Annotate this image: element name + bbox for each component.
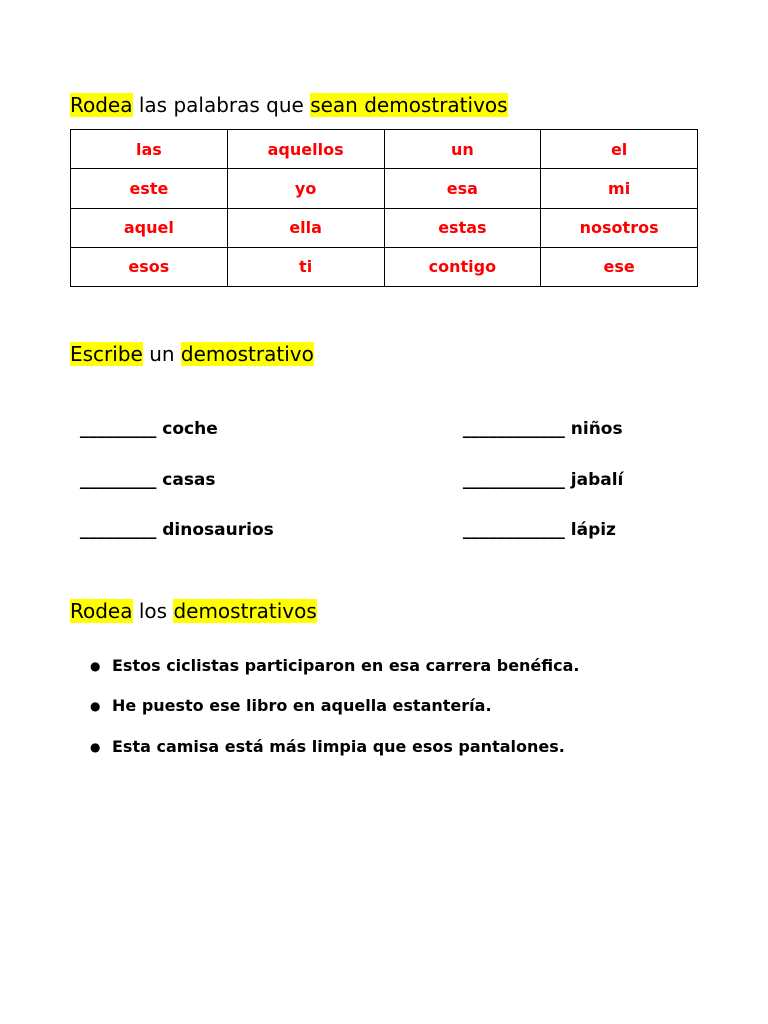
table-cell[interactable]: ella	[227, 208, 384, 247]
table-cell[interactable]: esa	[384, 169, 541, 208]
blank-line[interactable]: ____________	[462, 470, 565, 490]
fill-item	[451, 447, 623, 491]
table-cell[interactable]: las	[71, 130, 228, 169]
heading-text: las palabras que	[132, 93, 311, 117]
table-cell[interactable]: estas	[384, 208, 541, 247]
table-cell[interactable]: aquel	[71, 208, 228, 247]
heading-highlight: demostrativo	[180, 342, 314, 366]
heading-verb-highlight: Rodea	[70, 599, 133, 623]
heading-verb-highlight: Rodea	[70, 93, 133, 117]
heading-highlight: demostrativos	[173, 599, 317, 623]
fill-word: casas	[162, 470, 216, 490]
table-row	[71, 130, 698, 169]
table-cell[interactable]: esos	[71, 247, 228, 286]
table-cell[interactable]: mi	[541, 169, 698, 208]
table-row	[71, 247, 698, 286]
list-item	[90, 695, 492, 717]
table-cell[interactable]: ese	[541, 247, 698, 286]
fill-item	[68, 447, 216, 491]
fill-word: lápiz	[570, 520, 616, 540]
bullet-icon: ●	[90, 740, 101, 754]
table-cell[interactable]: aquellos	[227, 130, 384, 169]
table-cell[interactable]: ti	[227, 247, 384, 286]
table-cell[interactable]: un	[384, 130, 541, 169]
table-cell[interactable]: contigo	[384, 247, 541, 286]
table-cell[interactable]: este	[71, 169, 228, 208]
fill-item	[451, 396, 623, 440]
word-table	[70, 129, 698, 287]
sentence-text[interactable]: He puesto ese libro en aquella estantería.	[112, 696, 492, 715]
table-cell[interactable]: yo	[227, 169, 384, 208]
blank-line[interactable]: _________	[79, 470, 157, 490]
table-row	[71, 208, 698, 247]
fill-item	[68, 396, 218, 440]
fill-word: dinosaurios	[162, 520, 274, 540]
heading-highlight: sean demostrativos	[310, 93, 508, 117]
sentence-text[interactable]: Esta camisa está más limpia que esos pantalones.	[112, 737, 565, 756]
list-item	[90, 655, 580, 677]
section-3-heading	[70, 597, 317, 625]
heading-text: los	[132, 599, 174, 623]
sentence-text[interactable]: Estos ciclistas participaron en esa carrera benéfica.	[112, 656, 580, 675]
section-1-heading	[70, 91, 508, 119]
blank-line[interactable]: _________	[79, 419, 157, 439]
list-item	[90, 736, 565, 758]
table-cell[interactable]: el	[541, 130, 698, 169]
table-cell[interactable]: nosotros	[541, 208, 698, 247]
blank-line[interactable]: _________	[79, 520, 157, 540]
table-row	[71, 169, 698, 208]
section-2-heading	[70, 340, 314, 368]
fill-word: jabalí	[570, 470, 624, 490]
bullet-icon: ●	[90, 699, 101, 713]
blank-line[interactable]: ____________	[462, 520, 565, 540]
fill-word: coche	[162, 419, 218, 439]
bullet-icon: ●	[90, 659, 101, 673]
heading-verb-highlight: Escribe	[70, 342, 143, 366]
fill-item	[451, 497, 616, 541]
fill-word: niños	[570, 419, 623, 439]
blank-line[interactable]: ____________	[462, 419, 565, 439]
fill-item	[68, 497, 274, 541]
heading-text: un	[142, 342, 181, 366]
